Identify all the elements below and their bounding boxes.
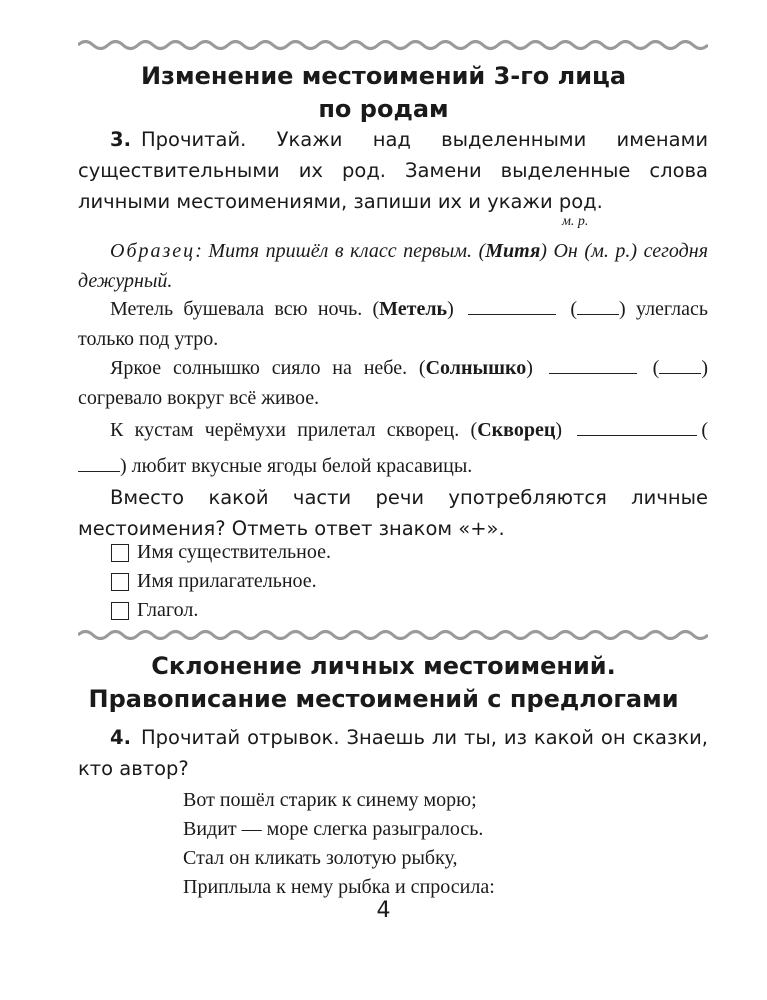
sentence-1 — [78, 294, 708, 354]
sentence-text: ( — [701, 419, 708, 441]
sentence-text: любит вкусные ягоды белой красавицы. — [131, 455, 473, 477]
option-label: Имя прилагательное. — [137, 570, 317, 592]
gender-blank[interactable] — [659, 372, 701, 374]
sentence-2 — [78, 353, 708, 413]
sentence-text: ( — [560, 298, 578, 320]
checkbox[interactable] — [111, 602, 129, 620]
poem-line: Стал он кликать золотую рыбку, — [183, 847, 458, 869]
sentence-text: согревало вокруг всё живое. — [78, 387, 320, 409]
section-title-1-line1: Изменение местоимений 3-го лица — [140, 62, 627, 90]
section-title-1 — [0, 60, 767, 126]
task-number: 4. — [110, 726, 131, 749]
section-title-2 — [0, 650, 767, 716]
checkbox[interactable] — [111, 544, 129, 562]
sentence-text: Метель бушевала всю ночь. ( — [110, 298, 380, 320]
checkbox[interactable] — [111, 573, 129, 591]
task-number: 3. — [110, 128, 131, 151]
poem — [183, 786, 683, 902]
pronoun-blank[interactable] — [549, 372, 637, 374]
sentence-text: ) — [555, 419, 574, 441]
highlighted-noun: Метель — [379, 298, 448, 320]
task-instruction-text: Прочитай отрывок. Знаешь ли ты, из какой он сказки, кто автор? — [78, 726, 708, 780]
sentence-text: ) — [447, 298, 465, 320]
task-instruction-text: Прочитай. Укажи над выделенными именами существительными их род. Замени выделенные слова личными местоимениями, запиши их и укажи род. — [78, 128, 708, 213]
sentence-text: Яркое солнышко сияло на небе. ( — [110, 357, 426, 379]
gender-blank[interactable] — [577, 313, 619, 315]
highlighted-noun: Солнышко — [425, 357, 527, 379]
sentence-3 — [78, 412, 708, 484]
task-4-instruction — [78, 722, 708, 784]
page-number: 4 — [376, 898, 391, 923]
section-title-2-line2: Правописание местоимений с предлогами — [88, 685, 679, 713]
sample-text-after: ) Он (м. р.) сегодня дежурный. — [78, 240, 708, 292]
option-label: Имя существительное. — [137, 541, 331, 563]
answer-options — [111, 538, 511, 625]
poem-line: Приплыла к нему рыбка и спросила: — [183, 876, 495, 898]
gender-blank[interactable] — [78, 470, 120, 472]
sentence-text: ) — [701, 357, 708, 379]
sentence-text: ) — [526, 357, 545, 379]
wave-divider-top — [78, 38, 708, 52]
wave-divider-middle — [78, 628, 708, 642]
sentence-text: ) — [619, 298, 636, 320]
option-label: Глагол. — [137, 599, 199, 621]
sentence-text: К кустам черёмухи прилетал скворец. ( — [110, 419, 478, 441]
answer-option[interactable] — [111, 596, 511, 625]
answer-option[interactable] — [111, 567, 511, 596]
sample-text-before: : Митя пришёл в класс первым. ( — [195, 240, 486, 262]
section-title-1-line2: по родам — [318, 95, 449, 123]
sample-noun: Митя — [485, 240, 541, 262]
pronoun-blank[interactable] — [468, 313, 556, 315]
poem-line: Вот пошёл старик к синему морю; — [183, 789, 477, 811]
sentence-text: ) — [120, 455, 132, 477]
task-3-question: Вместо какой части речи употребляются личные местоимения? Отметь ответ знаком «+». — [78, 486, 708, 540]
pronoun-blank[interactable] — [577, 434, 697, 436]
task-3-instruction — [78, 124, 708, 217]
section-title-2-line1: Склонение личных местоимений. — [151, 652, 616, 680]
sample-paragraph — [78, 236, 708, 296]
highlighted-noun: Скворец — [477, 419, 556, 441]
sample-label: Образец — [110, 240, 196, 262]
sentence-text: ( — [640, 357, 660, 379]
sentence-text: улеглась только под утро. — [78, 298, 708, 350]
answer-option[interactable] — [111, 538, 511, 567]
gender-annotation: м. р. — [562, 214, 589, 229]
poem-line: Видит — море слегка разыгралось. — [183, 818, 484, 840]
